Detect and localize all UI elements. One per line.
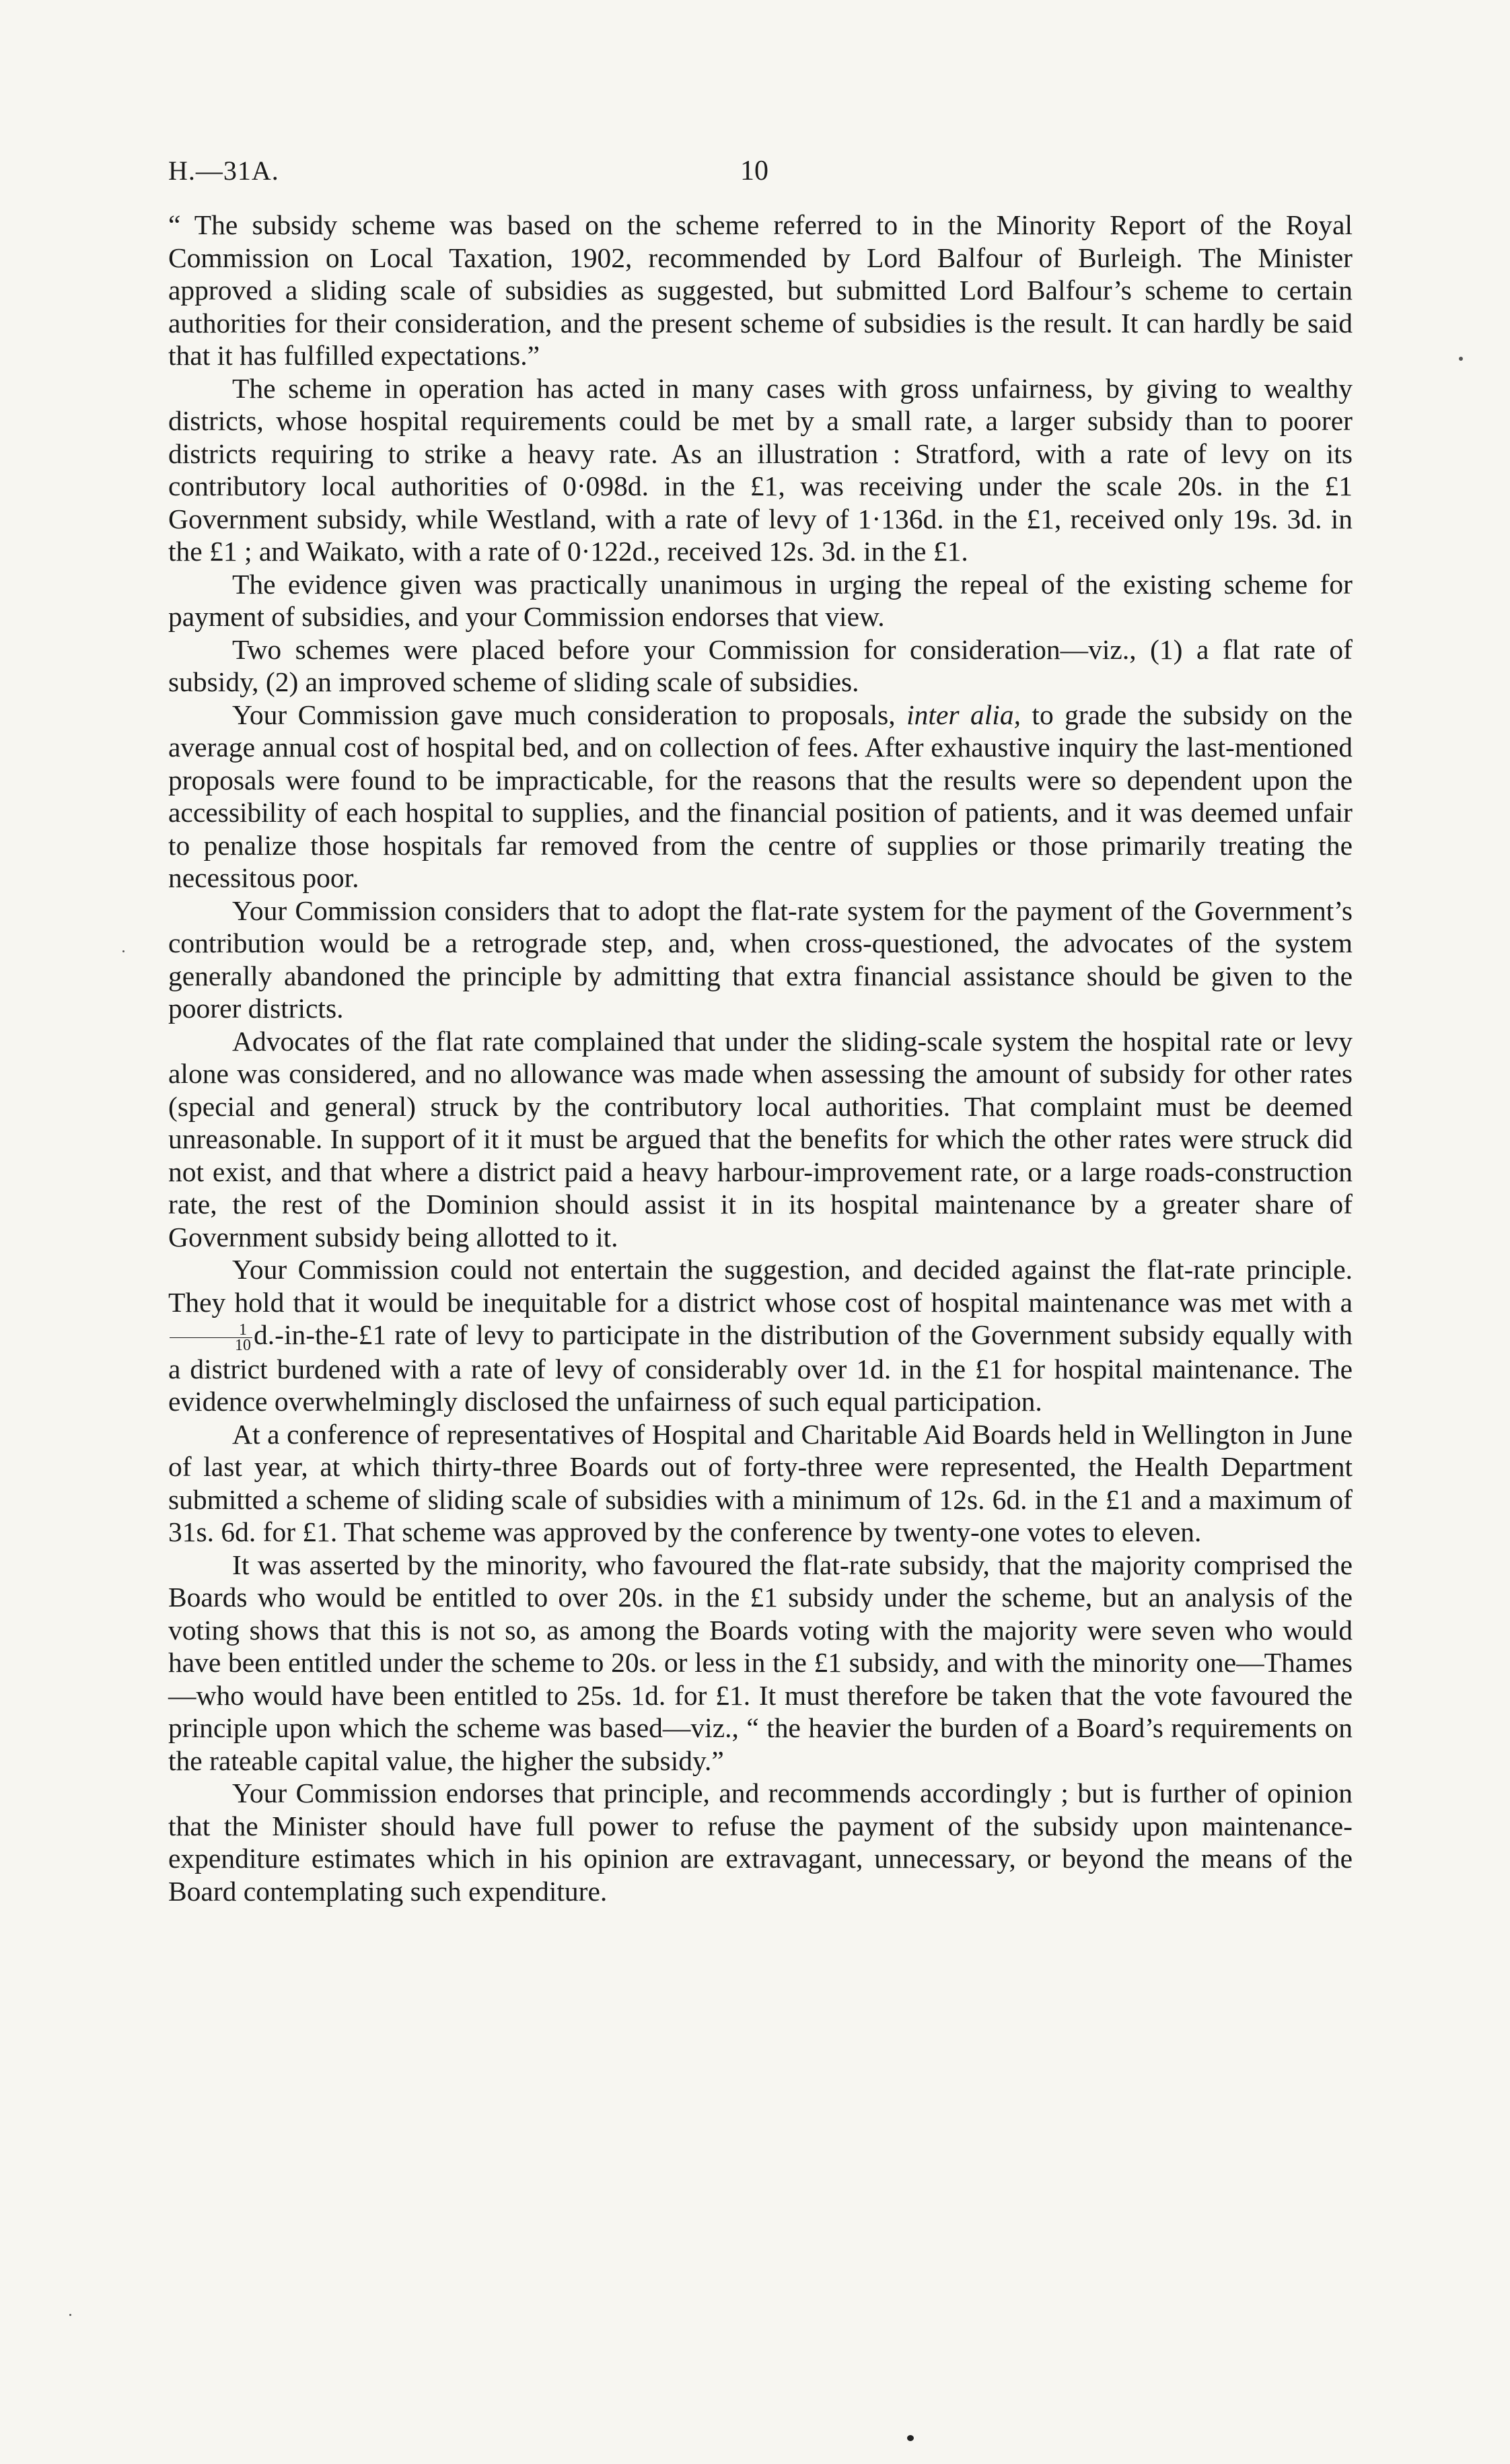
- paragraph-inequitable-end: d.-in-the-£1 rate of levy to participate in the distribution of the Government subsidy equally with a district burdened with a rate of levy of considerably over 1d. in the £1 for hospital maintenance. The evidence overwhelmingly disclosed the unfairness of such equal participation.: [168, 1319, 1353, 1417]
- scan-speck: [907, 2435, 914, 2441]
- paragraph-two-schemes: Two schemes were placed before your Commission for consideration—viz., (1) a flat rate of subsidy, (2) an improved scheme of sliding scale of subsidies.: [168, 633, 1353, 697]
- fraction-denominator: 10: [235, 1336, 251, 1354]
- paragraph-flat-rate-system: Your Commission considers that to adopt the flat-rate system for the payment of the Government’s contribution would be a retrograde step, and, when cross-questioned, the advocates of the system generally abandoned the principle by admitting that extra financial assistance should be given to the poorer districts.: [168, 894, 1353, 1024]
- paragraph-recommendation: Your Commission endorses that principle, and recommends accordingly ; but is further of opinion that the Minister should have full power to refuse the payment of the subsidy upon maintenance-expenditure estimates which in his opinion are extravagant, unnecessary, or beyond the means of the Board contemplating such expenditure.: [168, 1777, 1353, 1907]
- scan-speck: [122, 950, 124, 952]
- paragraph-proposals-start: Your Commission gave much consideration to proposals,: [232, 699, 907, 730]
- paragraph-conference: At a conference of representatives of Hospital and Charitable Aid Boards held in Wellington in June of last year, at which thirty-three Boards out of forty-three were represented, the Health Department submitted a scheme of sliding scale of subsidies with a minimum of 12s. 6d. in the £1 and a maximum of 31s. 6d. for £1. That scheme was approved by the conference by twenty-one votes to eleven.: [168, 1418, 1353, 1548]
- document-reference: H.—31A.: [168, 155, 279, 186]
- scan-speck: [1459, 357, 1463, 361]
- paragraph-proposals-end: to grade the subsidy on the average annual cost of hospital bed, and on collection of fees. After exhaustive inquiry the last-mentioned proposals were found to be impracticable, for the reasons that the results were so dependent upon the accessibility of each hospital to supplies, and the financial position of patients, and it was deemed unfair to penalize those hospitals far removed from the centre of supplies or those primarily treating the necessitous poor.: [168, 699, 1353, 893]
- paragraph-evidence: The evidence given was practically unanimous in urging the repeal of the existing scheme for payment of subsidies, and your Commission endorses that view.: [168, 568, 1353, 632]
- document-page: [168, 155, 1353, 1907]
- paragraph-proposals: [168, 699, 1353, 894]
- page-header: [168, 155, 1353, 209]
- paragraph-minority: It was asserted by the minority, who favoured the flat-rate subsidy, that the majority comprised the Boards who would be entitled to over 20s. in the £1 subsidy under the scheme, but an analysis of the voting shows that this is not so, as among the Boards voting with the majority were seven who would have been entitled under the scheme to 20s. or less in the £1 subsidy, and with the minority one—Thames—who would have been entitled to 25s. 1d. for £1. It must therefore be taken that the vote favoured the principle upon which the scheme was based—viz., “ the heavier the burden of a Board’s requirements on the rateable capital value, the higher the subsidy.”: [168, 1549, 1353, 1776]
- paragraph-scheme-operation: The scheme in operation has acted in many cases with gross unfairness, by giving to wealthy districts, whose hospital requirements could be met by a small rate, a larger subsidy than to poorer districts requiring to strike a heavy rate. As an illustration : Stratford, with a rate of levy on its contributory local authorities of 0·098d. in the £1, was receiving under the scale 20s. in the £1 Government subsidy, while Westland, with a rate of levy of 1·136d. in the £1, received only 19s. 3d. in the £1 ; and Waikato, with a rate of 0·122d., received 12s. 3d. in the £1.: [168, 372, 1353, 567]
- fraction-numerator: 1: [170, 1323, 252, 1338]
- paragraph-inequitable: [168, 1253, 1353, 1418]
- scan-speck: [69, 2314, 71, 2316]
- paragraph-proposals-italic: inter alia,: [906, 699, 1021, 730]
- paragraph-advocates: Advocates of the flat rate complained that under the sliding-scale system the hospital rate or levy alone was considered, and no allowance was made when assessing the amount of subsidy for other rates (special and general) struck by the contributory local authorities. That complaint must be deemed unreasonable. In support of it it must be argued that the benefits for which the other rates were struck did not exist, and that where a district paid a heavy harbour-improvement rate, or a large roads-construction rate, the rest of the Dominion should assist it in its hospital maintenance by a greater share of Government subsidy being allotted to it.: [168, 1025, 1353, 1253]
- fraction-one-tenth: [170, 1323, 252, 1353]
- paragraph-inequitable-start: Your Commission could not entertain the suggestion, and decided against the flat-rate principle. They hold that it would be inequitable for a district whose cost of hospital maintenance was met with a: [168, 1254, 1353, 1318]
- page-number: 10: [740, 155, 768, 186]
- body-text: [168, 209, 1353, 1907]
- paragraph-quotation: “ The subsidy scheme was based on the scheme referred to in the Minority Report of the Royal Commission on Local Taxation, 1902, recommended by Lord Balfour of Burleigh. The Minister approved a sliding scale of subsidies as suggested, but submitted Lord Balfour’s scheme to certain authorities for their consideration, and the present scheme of subsidies is the result. It can hardly be said that it has fulfilled expectations.”: [168, 209, 1353, 371]
